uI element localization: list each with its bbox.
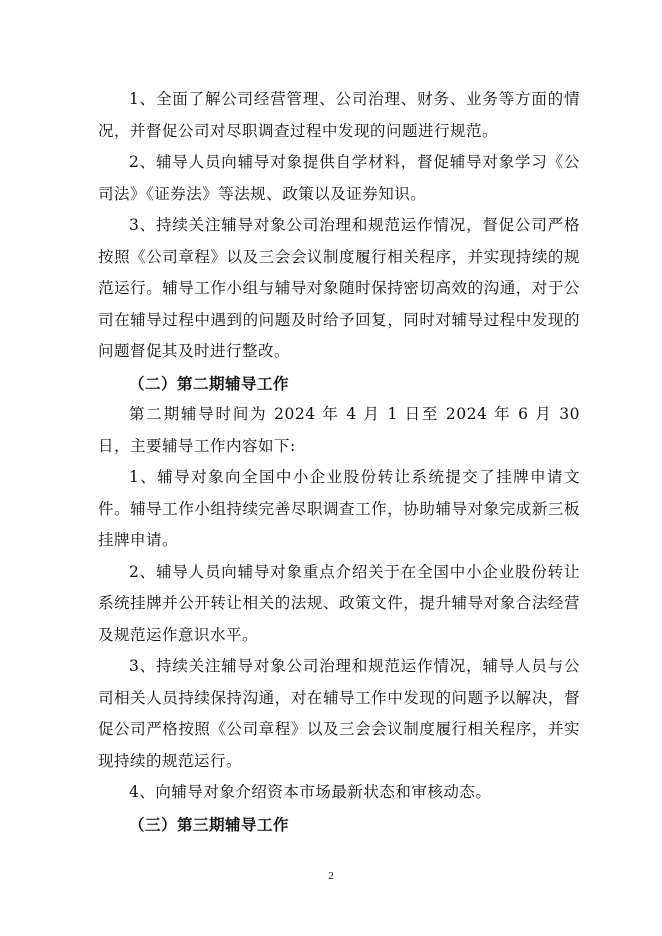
paragraph-item-3: 3、持续关注辅导对象公司治理和规范运作情况，督促公司严格按照《公司章程》以及三会会议制度履行相关程序，并实现持续的规范运行。辅导工作小组与辅导对象随时保持密切高效的沟通，对于公司在辅导过程中遇到的问题及时给予回复，同时对辅导过程中发现的问题督促其及时进行整改。 xyxy=(98,216,580,360)
document-body xyxy=(98,84,580,840)
page-number: 2 xyxy=(328,870,334,882)
paragraph-phase-2-intro: 第二期辅导时间为 2024 年 4 月 1 日至 2024 年 6 月 30 日，主要辅导工作内容如下: xyxy=(98,405,580,455)
paragraph-phase-2-item-2: 2、辅导人员向辅导对象重点介绍关于在全国中小企业股份转让系统挂牌并公开转让相关的法规、政策文件，提升辅导对象合法经营及规范运作意识水平。 xyxy=(98,562,580,644)
paragraph-item-2: 2、辅导人员向辅导对象提供自学材料，督促辅导对象学习《公司法》《证券法》等法规、政策以及证券知识。 xyxy=(98,153,580,203)
paragraph-phase-2-item-4: 4、向辅导对象介绍资本市场最新状态和审核动态。 xyxy=(129,783,492,801)
section-heading-phase-2: （二）第二期辅导工作 xyxy=(129,373,290,393)
paragraph-phase-2-item-1: 1、辅导对象向全国中小企业股份转让系统提交了挂牌申请文件。辅导工作小组持续完善尽职调查工作，协助辅导对象完成新三板挂牌申请。 xyxy=(98,468,580,549)
paragraph-phase-2-item-3: 3、持续关注辅导对象公司治理和规范运作情况，辅导人员与公司相关人员持续保持沟通，对在辅导工作中发现的问题予以解决，督促公司严格按照《公司章程》以及三会会议制度履行相关程序，并实现持续的规范运行。 xyxy=(98,657,580,770)
paragraph-item-1: 1、全面了解公司经营管理、公司治理、财务、业务等方面的情况，并督促公司对尽职调查过程中发现的问题进行规范。 xyxy=(98,90,580,140)
section-heading-phase-3: （三）第三期辅导工作 xyxy=(129,814,290,834)
